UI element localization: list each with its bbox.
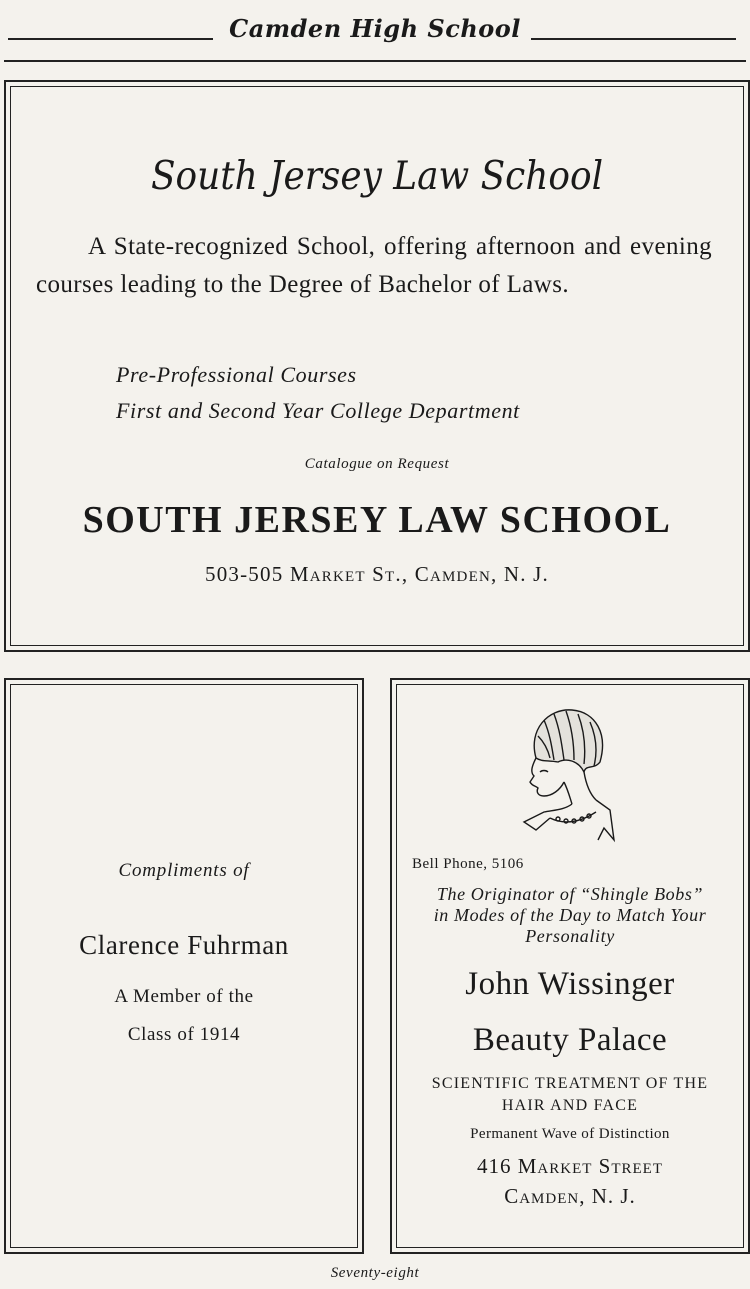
law-school-course-1: Pre-Professional Courses xyxy=(116,362,357,387)
fuhrman-class-line: Class of 1914 xyxy=(127,1024,241,1045)
fuhrman-member-line: A Member of the xyxy=(114,986,254,1007)
law-school-title: South Jersey Law School xyxy=(150,154,604,199)
beauty-city: Camden, N. J. xyxy=(504,1184,636,1208)
fuhrman-ad-inner-border xyxy=(10,684,358,1248)
beauty-owner-name: John Wissinger xyxy=(465,966,675,1002)
fuhrman-compliments: Compliments of xyxy=(118,860,250,881)
beauty-palace-ad xyxy=(390,678,750,1254)
header-title: Camden High School xyxy=(219,14,531,43)
beauty-tagline: The Originator of “Shingle Bobs” in Modes of the Day to Match Your Personality xyxy=(433,884,707,946)
law-school-description: A State-recognized School, offering afternoon and evening courses leading to the Degree of Bachelor of Laws. xyxy=(36,233,712,298)
fuhrman-ad xyxy=(4,678,364,1254)
law-school-ad xyxy=(4,80,750,652)
beauty-street-address: 416 Market Street xyxy=(476,1154,663,1178)
beauty-business-name: Beauty Palace xyxy=(472,1022,668,1058)
beauty-phone: Bell Phone, 5106 xyxy=(412,856,524,872)
law-school-course-2: First and Second Year College Department xyxy=(116,398,520,423)
header-rule-bottom xyxy=(4,60,746,62)
law-school-address: 503-505 Market St., Camden, N. J. xyxy=(205,562,549,586)
fuhrman-name: Clarence Fuhrman xyxy=(79,930,289,960)
beauty-treatment: SCIENTIFIC TREATMENT OF THE HAIR AND FACE xyxy=(431,1075,709,1114)
beauty-permanent-wave: Permanent Wave of Distinction xyxy=(470,1126,670,1142)
page-number: Seventy-eight xyxy=(330,1265,420,1281)
page-header xyxy=(0,0,750,70)
woman-portrait-illustration xyxy=(514,700,618,850)
law-school-catalogue: Catalogue on Request xyxy=(304,456,450,472)
law-school-name-caps: SOUTH JERSEY LAW SCHOOL xyxy=(82,499,672,541)
